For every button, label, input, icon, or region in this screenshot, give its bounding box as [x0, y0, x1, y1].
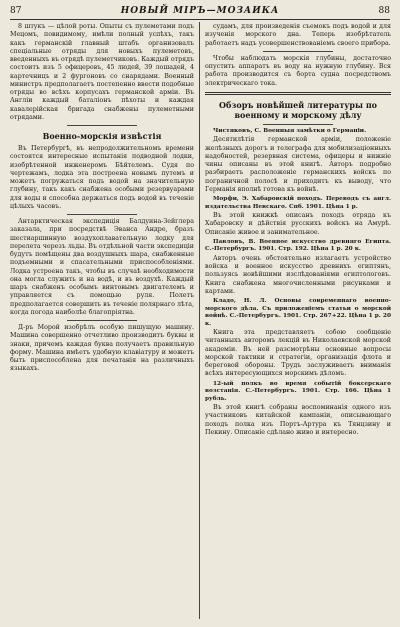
- section-paragraph: Д-ръ Морой изобрѣлъ особую пишущую машину. Машина совершенно отчетливо производитъ буквы и знаки, причемъ каждая буква получаетъ правильную форму. Машина имѣетъ удобную клавіатуру и можетъ быть приспособлена для печатанія на различныхъ языкахъ.: [10, 324, 194, 373]
- review-section-title: Обзоръ новѣйшей литературы по военному и морскому дѣлу: [218, 99, 378, 120]
- double-rule: [205, 92, 391, 95]
- book-review-text: Авторъ очень обстоятельно излагаетъ устройство войска и военное искусство древнихъ египтянъ, пользуясь новѣйшими изслѣдованіями египтологовъ. Книга снабжена многочисленными рисунками и картами.: [205, 254, 391, 295]
- section-paragraph: Въ Петербургѣ, въ непродолжительномъ времени состоятся интересные испытанія подводной лодки, изобрѣтенной инженеромъ Бѣйтелемъ. Судя по чертежамъ, лодка эта построена новымъ путемъ и можетъ погружаться подъ водой на значительную глубину, такъ какъ снабжена особыми резервуарами для воды и способна держаться подъ водой въ теченіе цѣлыхъ часовъ.: [10, 145, 194, 210]
- section-title: Военно-морскія извѣстія: [42, 131, 162, 141]
- running-title: НОВЫЙ МІРЪ—МОЗАИКА: [120, 6, 280, 16]
- right-column: [205, 23, 391, 619]
- left-intro-paragraph: 8 штукъ — цѣлой роты. Опыты съ пулеметами подъ Мецомъ, повидимому, имѣли полный успѣхъ, такъ какъ германскій главный штабъ организовалъ спеціальные отряды для новыхъ пулеметовъ, введенныхъ въ отрядѣ пулеметчиковъ. Каждый отрядъ состоитъ изъ 5 офицеровъ, 45 людей, 39 лошадей, 4 картечницъ и 2 фургоновъ со снарядами. Военный министръ предполагаетъ постепенно ввести подобные отряды во всѣхъ корпусахъ германской арміи. Въ Англіи каждый баталіонъ пѣхоты и каждая кавалерійская бригада снабжены пулеметными отрядами.: [10, 23, 194, 121]
- paragraph-divider: [263, 51, 333, 52]
- column-divider: [199, 22, 200, 619]
- book-review-text: Въ этой книжкѣ описанъ походъ отряда къ Хабаровску и дѣйствія русскихъ войскъ на Амурѣ. Описаніе живое и занимательное.: [205, 212, 391, 236]
- paragraph-divider: [67, 320, 137, 321]
- section-paragraph: Антарктическая экспедиція Балдуина-Зейглера заказала, при посредствѣ Эванса Андре, бразъ шестиаршинную воздухоплавательную лодку для перелета черезъ льды. Въ отдѣльной части экспедиціи будутъ помѣщены два воздушныхъ шара, снабженные подъемными и спасательными приспособленіями. Лодка устроена такъ, чтобы въ случаѣ необходимости она могла служить и на водѣ, и въ воздухѣ. Каждый шаръ снабженъ особымъ винтовымъ двигателемъ и управляется съ помощью руля. Полетъ предполагается совершить въ теченіе полярнаго лѣта, когда погода наиболѣе благопріятна.: [10, 218, 194, 316]
- right-page-number: 88: [378, 6, 390, 16]
- left-column: [10, 23, 194, 619]
- book-citation: Чистяковъ, С. Военныя замѣтки о Германіи.: [213, 127, 367, 134]
- book-citation: Морфи, Э. Хабаровскій походъ. Переводъ съ англ. издательства Невскаго. Спб. 1901. Цѣна 1 р.: [205, 196, 391, 210]
- section-divider: [67, 125, 137, 126]
- paragraph-divider: [67, 214, 137, 215]
- right-intro-paragraph: Чтобы наблюдать морскія глубины, достаточно опустить аппаратъ въ воду на нужную глубину. Вся работа производится съ борта судна посредствомъ электрическаго тока.: [205, 54, 391, 87]
- book-citation: Кладо, Н. Л. Основы современнаго военно-морского дѣла. Съ приложеніемъ статьи о морской войнѣ. С.-Петербургъ. 1901. Стр. 267+22. Цѣна 1 р. 20 к.: [205, 298, 391, 327]
- running-header: [10, 4, 390, 18]
- left-page-number: 87: [10, 6, 22, 16]
- book-review-text: Книга эта представляетъ собою сообщеніе читанныхъ авторомъ лекцій въ Николаевской морской академіи. Въ ней разсмотрѣны основные вопросы морской тактики и стратегіи, организація флота и береговой обороны. Трудъ заслуживаетъ вниманія всѣхъ интересующихся морскимъ дѣломъ.: [205, 329, 391, 378]
- section-divider: [263, 124, 333, 125]
- book-citation: Павловъ, В. Военное искусство древняго Египта. С.-Петербургъ. 1901. Стр. 192. Цѣна 1 р. 20 к.: [205, 238, 391, 253]
- book-citation: 12-ый полкъ во время событій боксерскаго возстанія. С.-Петербургъ. 1901. Стр. 166. Цѣна 1 рубль.: [205, 380, 391, 402]
- header-rule: [10, 19, 390, 20]
- right-intro-paragraph: судамъ, для произведенія съемокъ подъ водой и для изученія морского дна. Теперь изобрѣтатель работаетъ надъ усовершенствованіемъ своего прибора.: [205, 23, 391, 47]
- book-review-text: Въ этой книгѣ собраны воспоминанія одного изъ участниковъ китайской кампаніи, описывающаго походъ полка изъ Портъ-Артура къ Тянцзину и Пекину. Описаніе сдѣлано живо и интересно.: [205, 404, 391, 436]
- book-review-text: Десятилѣтія германской арміи, положеніе желѣзныхъ дорогъ и телеграфа для мобилизаціонныхъ надобностей, резервная система, офицеры и нижніе чины описаны въ этой книгѣ. Авторъ подробно разбираетъ расположеніе германскихъ войскъ по пограничной полосѣ и приходитъ къ выводу, что Германія вполнѣ готова къ войнѣ.: [205, 136, 391, 193]
